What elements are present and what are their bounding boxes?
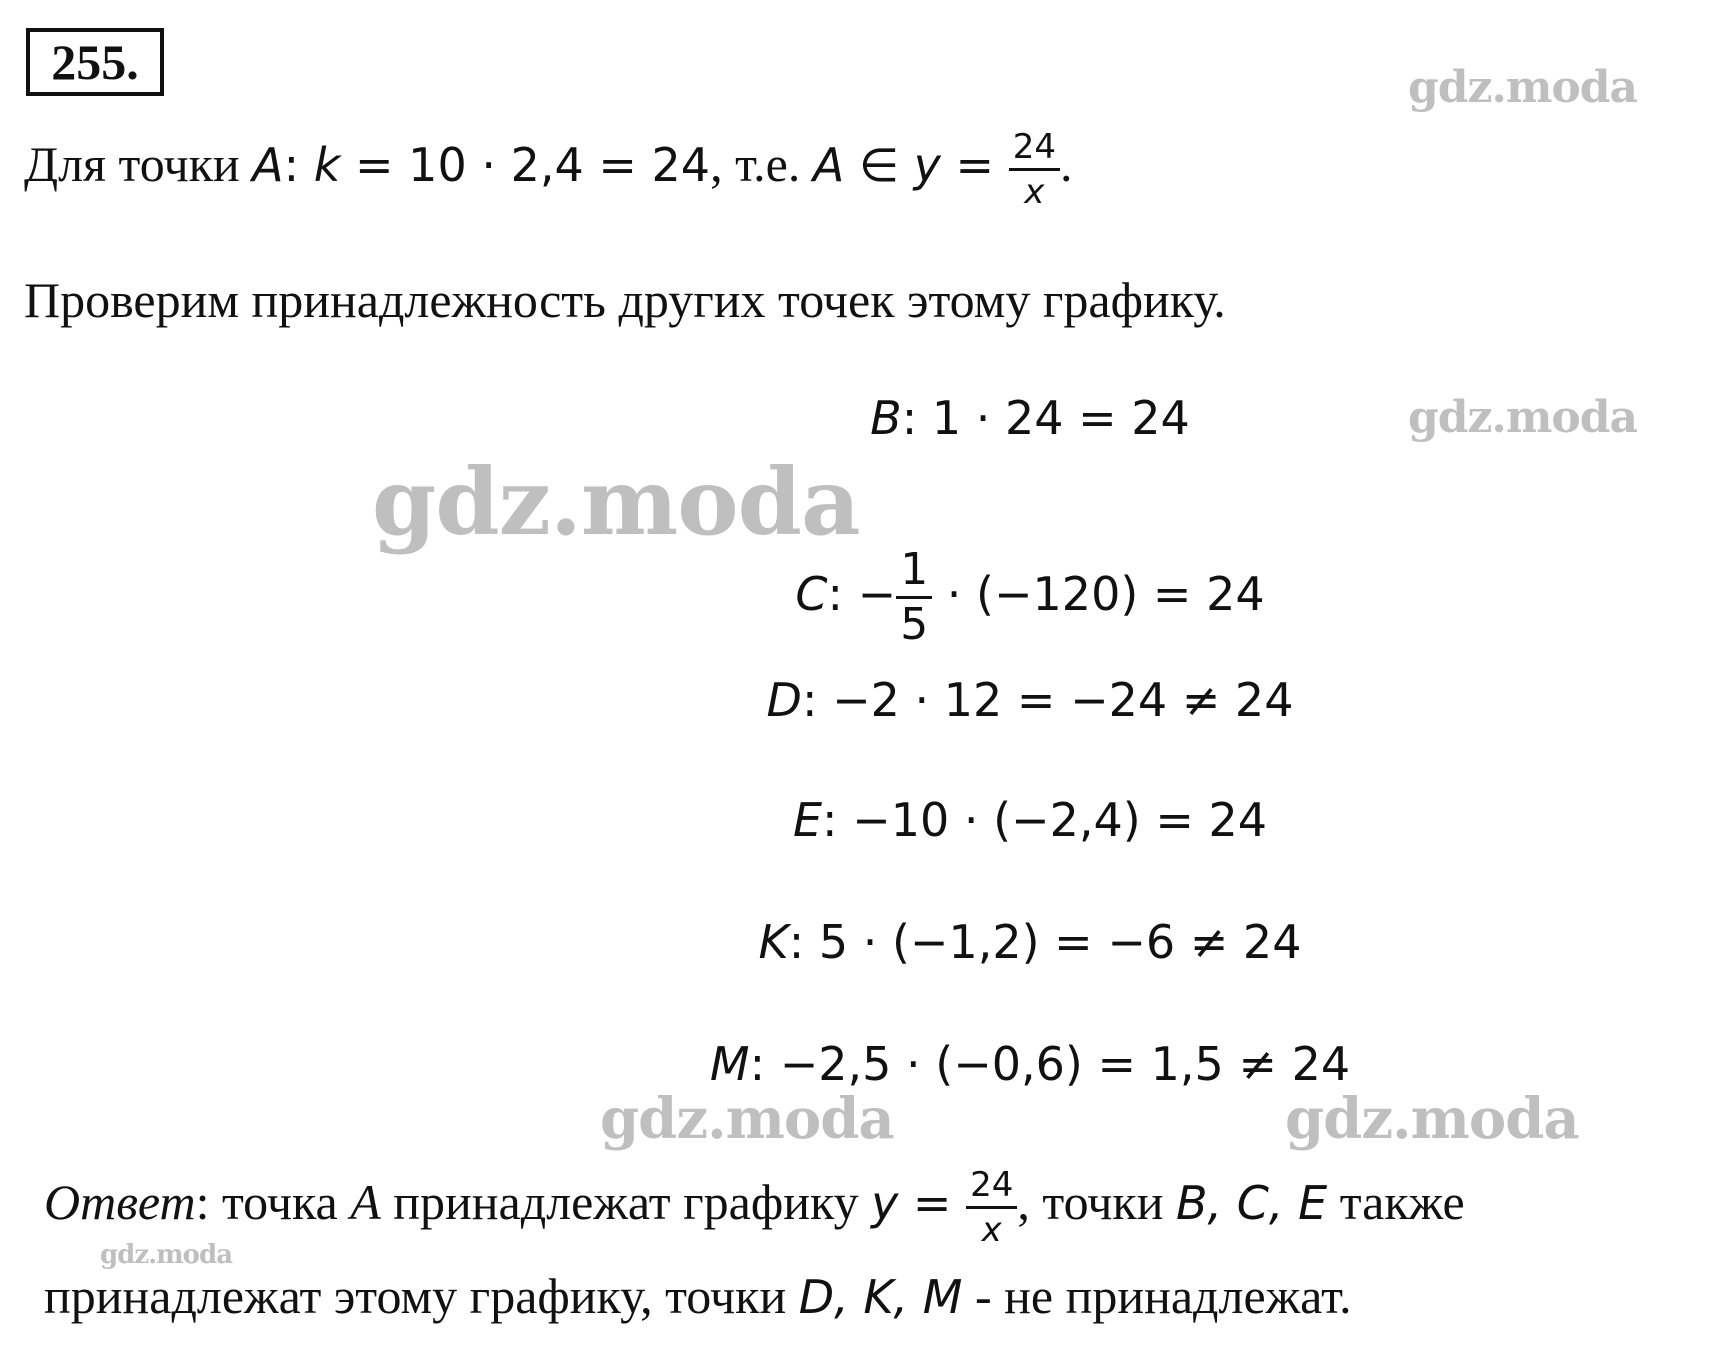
statement-colon: : bbox=[283, 137, 314, 192]
fraction-24-over-x bbox=[1009, 127, 1060, 212]
check-label-e: E bbox=[792, 793, 823, 847]
fraction-numerator-c: 1 bbox=[896, 548, 932, 599]
answer-part4: также bbox=[1327, 1173, 1465, 1230]
watermark-top-right: gdz.moda bbox=[1408, 62, 1638, 113]
var-k: k bbox=[313, 137, 341, 192]
problem-number: 255. bbox=[26, 28, 164, 96]
check-intro: Проверим принадлежность других точек этому графику. bbox=[24, 272, 1226, 328]
check-label-c: C bbox=[795, 567, 828, 621]
answer-equals: = bbox=[898, 1175, 967, 1230]
watermark-bottom-right: gdz.moda bbox=[1285, 1086, 1579, 1152]
check-expr-e: : −10 · (−2,4) = 24 bbox=[822, 793, 1268, 847]
answer-line2-b: - не принадлежат. bbox=[962, 1268, 1352, 1324]
statement-te: , т.е. bbox=[710, 135, 813, 192]
answer-point-a: A bbox=[350, 1173, 381, 1230]
check-row-e bbox=[0, 790, 1720, 850]
answer-fraction bbox=[966, 1165, 1017, 1250]
fraction-denominator: x bbox=[1024, 172, 1045, 212]
check-expr-k: : 5 · (−1,2) = −6 ≠ 24 bbox=[788, 915, 1302, 969]
check-pre-c: : − bbox=[827, 567, 897, 621]
statement-prefix: Для точки bbox=[24, 135, 253, 192]
check-row-b bbox=[0, 388, 1720, 448]
answer-var-y: y bbox=[871, 1175, 899, 1230]
answer-part2: принадлежат графику bbox=[380, 1173, 872, 1230]
check-label-m: M bbox=[709, 1037, 750, 1091]
check-row-d bbox=[0, 670, 1720, 730]
answer-points-bce: B, C, E bbox=[1175, 1175, 1328, 1230]
point-a-2: A bbox=[812, 137, 845, 192]
watermark-mid-right: gdz.moda bbox=[1408, 392, 1638, 443]
answer-part3: , точки bbox=[1017, 1173, 1176, 1230]
answer-line-2 bbox=[44, 1266, 1352, 1327]
equals-sign: = bbox=[940, 137, 1009, 192]
answer-fraction-numerator: 24 bbox=[966, 1168, 1017, 1209]
statement-line bbox=[24, 127, 1073, 212]
answer-line-1 bbox=[44, 1165, 1465, 1250]
point-a: A bbox=[252, 137, 284, 192]
fraction-denominator-c: 5 bbox=[900, 599, 929, 650]
check-expr-m: : −2,5 · (−0,6) = 1,5 ≠ 24 bbox=[749, 1037, 1351, 1091]
answer-label: Ответ bbox=[44, 1173, 196, 1230]
check-row-k bbox=[0, 912, 1720, 972]
answer-line2-a: принадлежат этому графику, точки bbox=[44, 1268, 799, 1324]
check-label-d: D bbox=[766, 673, 802, 727]
statement-end: . bbox=[1059, 135, 1073, 192]
member-symbol: ∈ bbox=[844, 137, 914, 192]
check-expr-d: : −2 · 12 = −24 ≠ 24 bbox=[801, 673, 1294, 727]
var-y: y bbox=[913, 137, 941, 192]
answer-points-dkm: D, K, M bbox=[798, 1270, 963, 1324]
check-row-c bbox=[0, 544, 1720, 650]
watermark-bottom-left: gdz.moda bbox=[600, 1086, 894, 1152]
k-expression: = 10 · 2,4 = 24 bbox=[340, 137, 711, 192]
check-expr-b: : 1 · 24 = 24 bbox=[901, 391, 1190, 445]
fraction-one-fifth bbox=[896, 544, 932, 650]
fraction-numerator: 24 bbox=[1009, 130, 1060, 171]
answer-part1: : точка bbox=[195, 1173, 351, 1230]
watermark-large: gdz.moda bbox=[372, 448, 860, 556]
watermark-small: gdz.moda bbox=[100, 1240, 233, 1270]
check-row-m bbox=[0, 1034, 1720, 1094]
check-label-k: K bbox=[758, 915, 789, 969]
check-post-c: · (−120) = 24 bbox=[932, 567, 1265, 621]
check-label-b: B bbox=[870, 391, 902, 445]
answer-fraction-denominator: x bbox=[981, 1210, 1002, 1250]
